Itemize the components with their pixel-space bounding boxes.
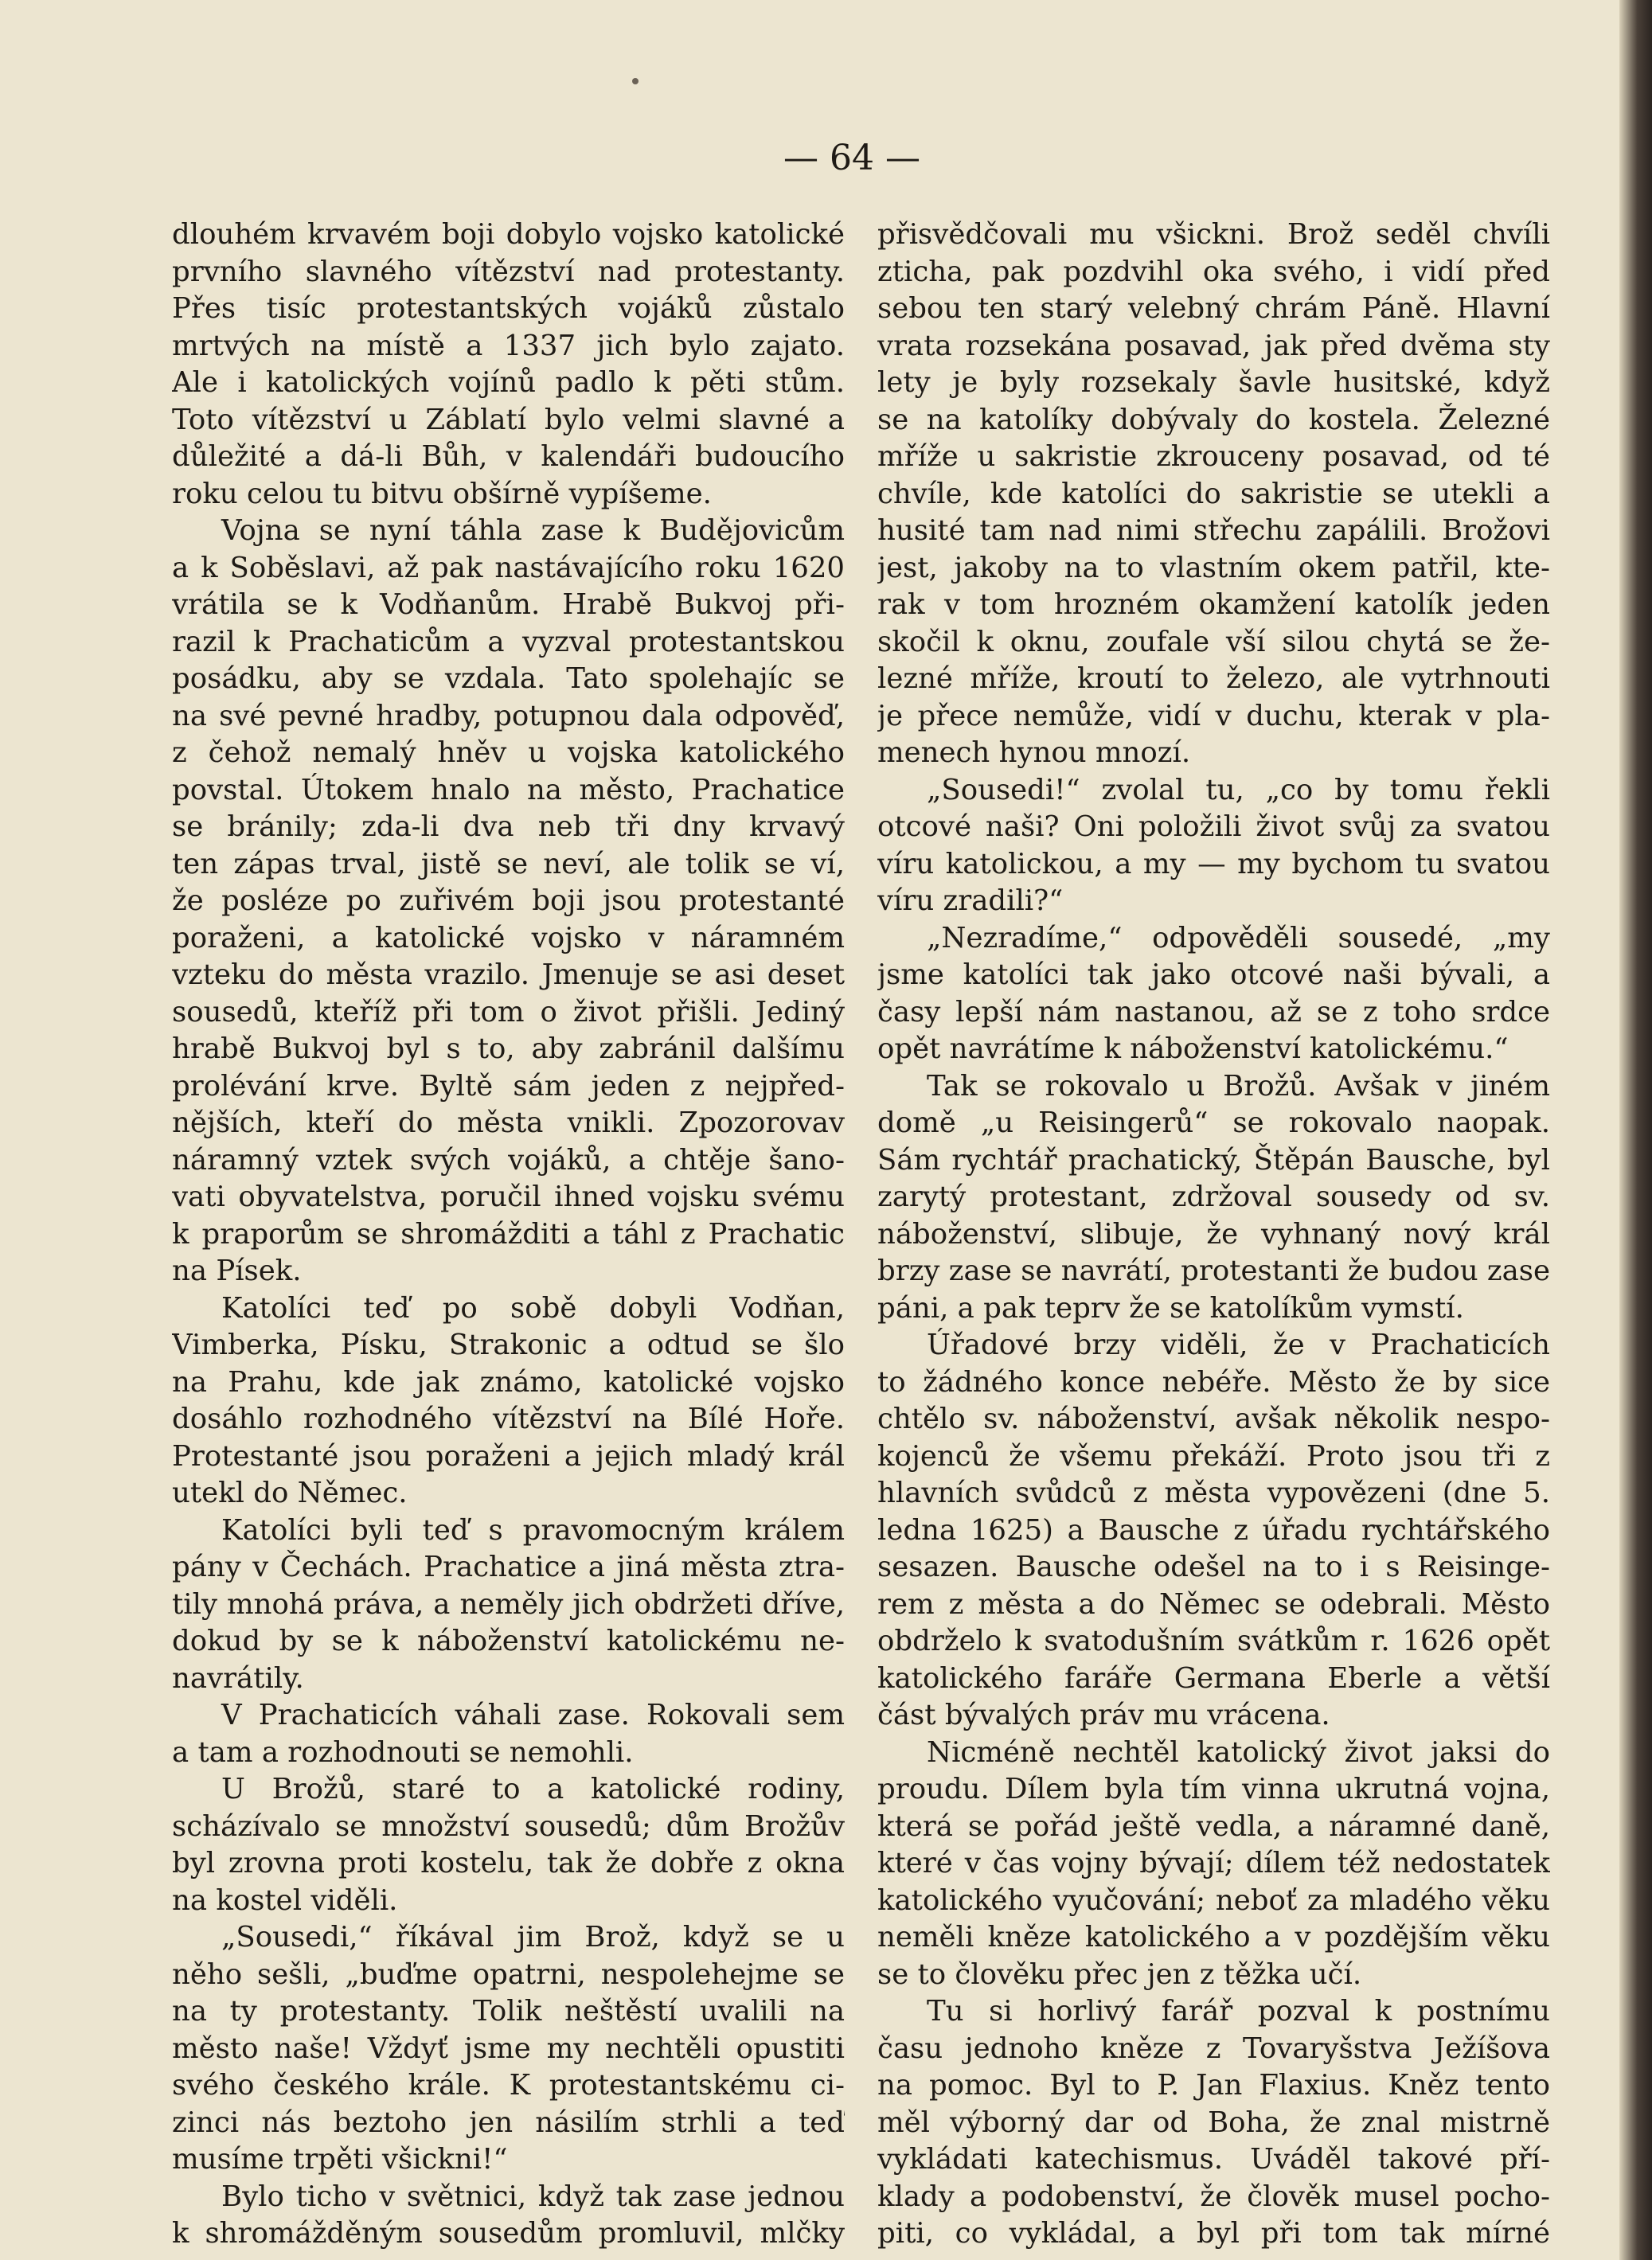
- left-text-column: [172, 217, 845, 2253]
- text-line: prvního slavného vítězství nad protestanty.: [172, 255, 845, 288]
- text-line: neměli kněze katolického a v pozdějším věku: [877, 1921, 1550, 1954]
- text-line: páni, a pak teprv že se katolíkům vymstí.: [877, 1291, 1464, 1325]
- text-line: chtělo sv. náboženství, avšak několik nespo-: [877, 1403, 1550, 1435]
- text-line: vzteku do města vrazilo. Jmenuje se asi deset: [172, 958, 845, 991]
- text-line: lety je byly rozsekaly šavle husitské, když: [877, 366, 1550, 399]
- text-line: část bývalých práv mu vrácena.: [877, 1699, 1330, 1731]
- text-line: chvíle, kde katolíci do sakristie se utekli a: [877, 477, 1550, 510]
- text-line: mrtvých na místě a 1337 jich bylo zajato.: [172, 329, 845, 362]
- text-line: skočil k oknu, zoufale vší silou chytá se že-: [877, 625, 1550, 658]
- text-line: kojenců že všemu překáží. Proto jsou tři z: [877, 1439, 1550, 1473]
- text-line: menech hynou mnozí.: [877, 736, 1191, 769]
- text-line: která se pořád ještě vedla, a náramné daně,: [877, 1809, 1550, 1843]
- text-line: scházívalo se množství sousedů; dům Brožův: [172, 1809, 845, 1843]
- text-line: katolického vyučování; neboť za mladého věku: [877, 1883, 1550, 1917]
- text-line: jest, jakoby na to vlastním okem patřil, kte-: [877, 551, 1550, 584]
- text-line: utekl do Němec.: [172, 1477, 408, 1509]
- text-line: ledna 1625) a Bausche z úřadu rychtářského: [877, 1513, 1550, 1547]
- text-line: nějších, kteří do města vnikli. Zpozorovav: [172, 1107, 845, 1139]
- text-line: z čehož nemalý hněv u vojska katolického: [172, 736, 845, 769]
- text-line: jsme katolíci tak jako otcové naši bývali, a: [877, 958, 1550, 991]
- text-line: tily mnohá práva, a neměly jich obdržeti dříve,: [172, 1587, 845, 1621]
- page-number: — 64 —: [783, 138, 920, 178]
- text-line: ten zápas trval, jistě se neví, ale tolik se ví,: [172, 847, 845, 880]
- text-line: Tak se rokovalo u Brožů. Avšak v jiném: [927, 1069, 1550, 1103]
- text-line: byl zrovna proti kostelu, tak že dobře z okna: [172, 1847, 845, 1879]
- text-line: náboženství, slibuje, že vyhnaný nový král: [877, 1217, 1550, 1251]
- text-line: navrátily.: [172, 1661, 304, 1695]
- text-line: něho sešli, „buďme opatrni, nespolehejme se: [172, 1957, 845, 1991]
- text-line: časy lepší nám nastanou, až se z toho srdce: [877, 995, 1550, 1029]
- text-line: vykládati katechismus. Uváděl takové pří-: [877, 2143, 1550, 2176]
- text-line: se na katolíky dobývaly do kostela. Železné: [877, 403, 1550, 436]
- text-line: lezné mříže, kroutí to železo, ale vytrhnouti: [877, 662, 1550, 695]
- text-line: husité tam nad nimi střechu zapálili. Brožovi: [877, 514, 1550, 547]
- text-line: k shromážděným sousedům promluvil, mlčky: [172, 2217, 845, 2250]
- text-line: poraženi, a katolické vojsko v náramném: [172, 921, 845, 954]
- text-line: je přece nemůže, vidí v duchu, kterak v pla-: [877, 699, 1550, 732]
- text-line: na ty protestanty. Tolik neštěstí uvalili na: [172, 1995, 845, 2028]
- text-line: na Prahu, kde jak známo, katolické vojsko: [172, 1365, 845, 1399]
- text-line: „Sousedi,“ říkával jim Brož, když se u: [221, 1921, 845, 1954]
- text-line: hrabě Bukvoj byl s to, aby zabránil dalšímu: [172, 1032, 845, 1065]
- text-line: dlouhém krvavém boji dobylo vojsko katolické: [172, 218, 845, 251]
- text-line: brzy zase se navrátí, protestanti že budou zase: [877, 1255, 1550, 1287]
- text-line: musíme trpěti všickni!“: [172, 2143, 508, 2176]
- text-line: sousedů, kteříž při tom o život přišli. Jediný: [172, 995, 845, 1029]
- text-line: „Nezradíme,“ odpověděli sousedé, „my: [927, 921, 1550, 954]
- text-line: Nicméně nechtěl katolický život jaksi do: [927, 1735, 1550, 1769]
- text-line: dosáhlo rozhodného vítězství na Bílé Hoře.: [172, 1403, 845, 1435]
- text-line: Sám rychtář prachatický, Štěpán Bausche, byl: [877, 1143, 1550, 1177]
- text-line: katolického faráře Germana Eberle a větší: [877, 1661, 1550, 1695]
- text-line: vrata rozsekána posavad, jak před dvěma sty: [877, 329, 1550, 362]
- text-line: roku celou tu bitvu obšírně vypíšeme.: [172, 477, 712, 510]
- text-line: domě „u Reisingerů“ se rokovalo naopak.: [877, 1107, 1550, 1139]
- text-line: se bránily; zda-li dva neb tři dny krvavý: [172, 810, 845, 843]
- text-line: mříže u sakristie zkrouceny posavad, od té: [877, 440, 1550, 473]
- text-line: k praporům se shromážditi a táhl z Prachatic: [172, 1217, 845, 1251]
- text-line: Ale i katolických vojínů padlo k pěti stům.: [172, 366, 845, 399]
- text-line: opět navrátíme k náboženství katolickému.“: [877, 1032, 1509, 1065]
- text-line: sesazen. Bausche odešel na to i s Reisinge-: [877, 1551, 1550, 1583]
- text-line: víru katolickou, a my — my bychom tu svatou: [877, 847, 1550, 880]
- text-line: vrátila se k Vodňanům. Hrabě Bukvoj při-: [172, 588, 845, 621]
- text-line: posádku, aby se vzdala. Tato spolehajíc se: [172, 662, 845, 695]
- book-spine: [1619, 0, 1652, 2260]
- text-line: prolévání krve. Byltě sám jeden z nejpřed-: [172, 1069, 845, 1103]
- text-line: měl výborný dar od Boha, že znal mistrně: [877, 2106, 1550, 2139]
- text-line: náramný vztek svých vojáků, a chtěje šano-: [172, 1143, 845, 1177]
- text-line: to žádného konce nebéře. Město že by sice: [877, 1365, 1550, 1399]
- text-line: času jednoho kněze z Tovaryšstva Ježíšova: [877, 2032, 1550, 2065]
- text-line: dokud by se k náboženství katolickému ne-: [172, 1625, 845, 1657]
- text-line: na své pevné hradby, potupnou dala odpověď,: [172, 699, 845, 732]
- text-line: U Brožů, staré to a katolické rodiny,: [221, 1773, 845, 1805]
- text-line: klady a podobenství, že člověk musel pocho-: [877, 2180, 1550, 2213]
- text-line: rem z města a do Němec se odebrali. Město: [877, 1587, 1550, 1621]
- text-line: víru zradili?“: [877, 884, 1064, 917]
- text-line: zinci nás beztoho jen násilím strhli a teď: [172, 2106, 845, 2139]
- text-line: „Sousedi!“ zvolal tu, „co by tomu řekli: [927, 773, 1550, 806]
- text-line: otcové naši? Oni položili život svůj za svatou: [877, 810, 1550, 843]
- text-line: město naše! Vždyť jsme my nechtěli opustiti: [172, 2032, 845, 2065]
- text-line: obdrželo k svatodušním svátkům r. 1626 opět: [877, 1625, 1550, 1657]
- text-line: zticha, pak pozdvihl oka svého, i vidí před: [877, 255, 1550, 288]
- right-text-column: [877, 217, 1550, 2253]
- ink-speck: [632, 78, 639, 84]
- text-line: pány v Čechách. Prachatice a jiná města ztra-: [172, 1551, 845, 1583]
- text-line: Úřadové brzy viděli, že v Prachaticích: [927, 1329, 1550, 1361]
- text-line: Přes tisíc protestantských vojáků zůstalo: [172, 292, 845, 325]
- text-line: a tam a rozhodnouti se nemohli.: [172, 1735, 634, 1769]
- text-line: proudu. Dílem byla tím vinna ukrutná vojna,: [877, 1773, 1550, 1805]
- text-line: Vimberka, Písku, Strakonic a odtud se šlo: [172, 1329, 845, 1361]
- text-line: na kostel viděli.: [172, 1883, 398, 1917]
- text-line: Toto vítězství u Záblatí bylo velmi slavné a: [172, 403, 845, 436]
- text-line: V Prachaticích váhali zase. Rokovali sem: [221, 1699, 845, 1731]
- text-line: Protestanté jsou poraženi a jejich mladý král: [172, 1439, 845, 1473]
- text-line: hlavních svůdců z města vypovězeni (dne 5.: [877, 1477, 1550, 1509]
- text-line: piti, co vykládal, a byl při tom tak mírné: [877, 2217, 1550, 2250]
- text-line: rak v tom hrozném okamžení katolík jeden: [877, 588, 1550, 621]
- text-line: se to člověku přec jen z těžka učí.: [877, 1957, 1362, 1991]
- text-line: na pomoc. Byl to P. Jan Flaxius. Kněz tento: [877, 2069, 1550, 2102]
- text-line: Katolíci teď po sobě dobyli Vodňan,: [221, 1291, 845, 1325]
- text-line: na Písek.: [172, 1255, 302, 1287]
- text-line: svého českého krále. K protestantskému ci-: [172, 2069, 845, 2102]
- text-line: sebou ten starý velebný chrám Páně. Hlavní: [877, 292, 1550, 325]
- text-line: Bylo ticho v světnici, když tak zase jednou: [221, 2180, 845, 2213]
- text-line: Katolíci byli teď s pravomocným králem: [221, 1513, 845, 1547]
- text-line: vati obyvatelstva, poručil ihned vojsku svému: [172, 1181, 845, 1213]
- text-line: zarytý protestant, zdržoval sousedy od sv.: [877, 1181, 1550, 1213]
- text-line: a k Soběslavi, až pak nastávajícího roku 1620: [172, 551, 845, 584]
- text-line: Tu si horlivý farář pozval k postnímu: [927, 1995, 1550, 2028]
- text-line: povstal. Útokem hnalo na město, Prachatice: [172, 773, 845, 806]
- text-line: že posléze po zuřivém boji jsou protestanté: [172, 884, 845, 917]
- text-line: které v čas vojny bývají; dílem též nedostatek: [877, 1847, 1550, 1879]
- text-line: důležité a dá-li Bůh, v kalendáři budoucího: [172, 440, 845, 473]
- text-line: Vojna se nyní táhla zase k Budějovicům: [221, 514, 845, 547]
- text-line: razil k Prachaticům a vyzval protestantskou: [172, 625, 845, 658]
- text-line: přisvědčovali mu všickni. Brož seděl chvíli: [877, 218, 1550, 251]
